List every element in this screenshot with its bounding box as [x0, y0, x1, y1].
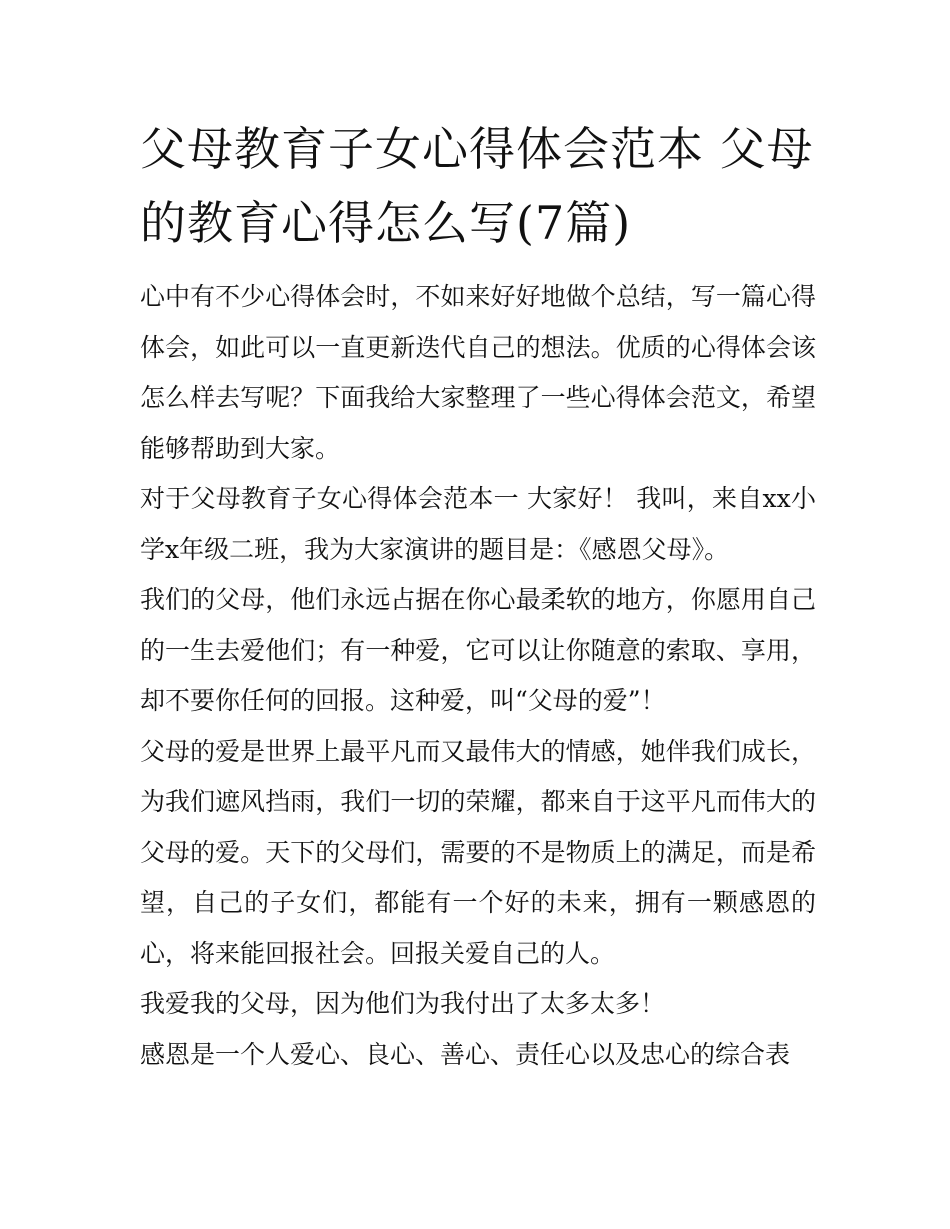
document-page [140, 112, 816, 1080]
paragraph-gratitude: 感恩是一个人爱心、良心、善心、责任心以及忠心的综合表 [140, 1039, 791, 1069]
paragraph-intro: 心中有不少心得体会时，不如来好好地做个总结，写一篇心得体会，如此可以一直更新迭代自己的想法。优质的心得体会该怎么样去写呢？下面我给大家整理了一些心得体会范文，希望能够帮助到大家。 [140, 282, 816, 463]
paragraph-parents-love: 我们的父母，他们永远占据在你心最柔软的地方，你愿用自己的一生去爱他们；有一种爱，它可以让你随意的索取、享用，却不要你任何的回报。这种爱，叫“父母的爱”！ [140, 585, 816, 715]
paragraph-i-love-parents: 我爱我的父母，因为他们为我付出了太多太多！ [140, 989, 666, 1018]
paragraph-greeting: 对于父母教育子女心得体会范本一 大家好！ 我叫，来自xx小学x年级二班，我为大家演讲的题目是：《感恩父母》。 [140, 484, 816, 564]
document-title: 父母教育子女心得体会范本 父母的教育心得怎么写(7篇) [140, 122, 814, 250]
paragraph-greatest-love: 父母的爱是世界上最平凡而又最伟大的情感，她伴我们成长，为我们遮风挡雨，我们一切的荣耀，都来自于这平凡而伟大的父母的爱。天下的父母们，需要的不是物质上的满足，而是希望，自己的子女们，都能有一个好的未来，拥有一颗感恩的心，将来能回报社会。回报关爱自己的人。 [140, 736, 816, 968]
